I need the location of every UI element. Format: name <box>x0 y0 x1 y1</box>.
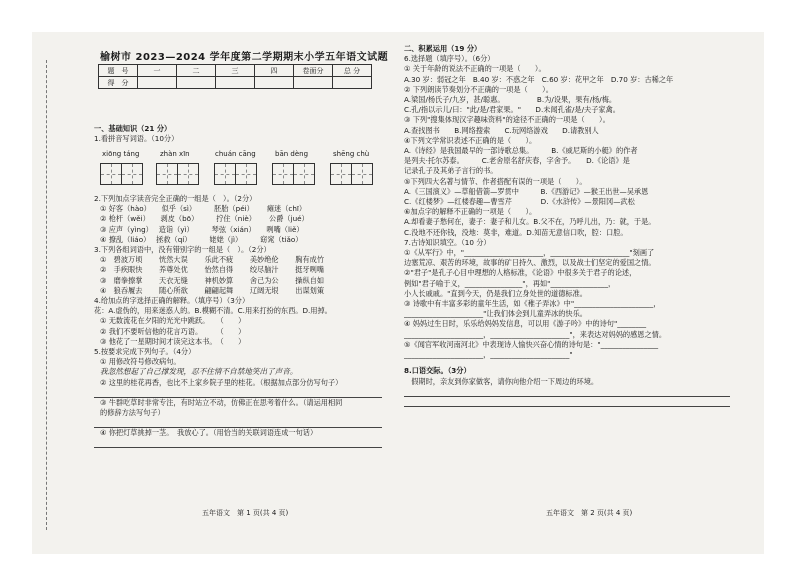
answer-line[interactable] <box>94 418 382 428</box>
question-5: 5.按要求完成下列句子。（4分） <box>94 347 196 357</box>
fill-line[interactable]: ⑤《闻官军收河南河北》中表现诗人愉快兴奋心情的诗句是："________________ <box>404 339 659 349</box>
page-footer-left: 五年语文 第 1 页(共 4 页) <box>202 509 289 517</box>
option-line: C.《红楼梦》—红楼春趣—曹雪芹 D.《水浒传》—景阳冈—武松 <box>404 197 635 207</box>
writing-box[interactable] <box>156 163 178 185</box>
score-cell: 四 <box>255 65 294 77</box>
pinyin-label: bān dèng <box>275 150 309 158</box>
option-line: A.却看妻子愁何在，妻子：妻子和儿女。B.父不在，乃呼儿出，乃：就，于是。 <box>404 217 656 227</box>
score-table <box>98 64 372 89</box>
pinyin-label: xiōng táng <box>102 150 140 158</box>
question-4-options: 花：A.虚伪的，用来迷惑人的。B.模糊不清。C.用来打扮的东西。D.用掉。 <box>94 306 332 316</box>
option-line: ③ 磨拳擦掌 天衣无缝 神机妙算 舍己为公 操纵自如 <box>100 275 325 285</box>
score-cell[interactable] <box>138 77 177 89</box>
answer-line[interactable] <box>404 387 730 397</box>
score-table-score-row <box>99 77 372 89</box>
score-cell[interactable] <box>216 77 255 89</box>
option-line: ④ 狼吞履去 随心所欲 翩翩起舞 辽阔无垠 出谋划策 <box>100 285 325 295</box>
score-cell: 得 分 <box>99 77 138 89</box>
fill-line: ②"君子"是孔子心目中理想的人格标准，《论语》中很多关于君子的论述， <box>404 268 637 278</box>
option-line: ② 手疾眼快 养尊处优 怡然自得 绞尽脑汁 挺牙咧嘴 <box>100 265 325 275</box>
pinyin-label: shēng chù <box>333 150 370 158</box>
page-footer-right: 五年语文 第 2 页(共 4 页) <box>546 509 633 517</box>
score-cell[interactable] <box>177 77 216 89</box>
score-cell: 三 <box>216 65 255 77</box>
sub-question: ① 用修改符号修改病句。 <box>100 357 181 367</box>
option-line: ① 关于年龄的说法不正确的一项是（ ）。 <box>404 64 546 74</box>
sub-question: 的修辞方法写句子） <box>100 408 165 418</box>
question-3: 3.下列各组词语中，没有错别字的一组是（ ）。（2分） <box>94 245 271 255</box>
writing-box[interactable] <box>351 163 373 185</box>
writing-box[interactable] <box>293 163 315 185</box>
option-line: A.《诗经》是我国最早的一部诗歌总集。 B.《威尼斯的小艇》的作者 <box>404 146 638 156</box>
question-8-text: 假期时，亲友到你家做客，请你向他介绍一下周边的环境。 <box>404 376 599 386</box>
fill-line[interactable]: ______________________，______________________" <box>404 350 573 360</box>
score-cell[interactable] <box>333 77 372 89</box>
score-cell: 二 <box>177 65 216 77</box>
fill-line: 边塞荒凉、艰苦的环境，故事的矿日持久、激烈，以及战士们坚定的爱国之情。 <box>404 258 656 268</box>
fill-line[interactable]: ______________________"让我们体会到儿童弄冰的快乐。 <box>404 309 587 319</box>
score-cell: 一 <box>138 65 177 77</box>
option-line: 是列夫·托尔苏泰。 C.老舍原名舒庆春，字舍予。 D.《论语》是 <box>404 156 630 166</box>
right-column <box>404 44 730 407</box>
score-cell: 卷面分 <box>294 65 333 77</box>
option-line: ② 我们不要听信他的花言巧语。 （ ） <box>100 326 246 336</box>
section-heading: 一、基础知识（21 分） <box>94 124 172 133</box>
fill-line[interactable]: 例如"君子喻于义，________________"，再如"________________， <box>404 278 616 288</box>
fill-line[interactable]: ③ 诗歌中有丰富多彩的童年生活，如《稚子弄冰》中"______________________， <box>404 299 661 309</box>
pinyin-label: zhàn xīn <box>160 150 190 158</box>
answer-line[interactable] <box>404 397 730 407</box>
option-line: ⑤下列四大名著与情节、作者搭配有误的一项是（ ）。 <box>404 176 587 186</box>
option-line: C.没地不还你钱，没地：莫非，难道。D.知苗无意信口吹，腔：口腔。 <box>404 227 628 237</box>
question-2: 2.下列加点字读音完全正确的一组是（ ）。（2分） <box>94 194 257 203</box>
left-column-top <box>94 124 382 144</box>
score-cell: 题 号 <box>99 65 138 77</box>
writing-box[interactable] <box>121 163 143 185</box>
writing-box[interactable] <box>214 163 236 185</box>
score-cell[interactable] <box>255 77 294 89</box>
option-line: ④ 撩乱（liáo） 拯救（qí） 姥姥（jì） 窈窕（tiǎo） <box>100 234 303 244</box>
option-line: A.查找图书 B.网络搜索 C.玩网络游戏 D.请教别人 <box>404 125 599 135</box>
writing-box[interactable] <box>100 163 122 185</box>
sub-question: ③ 牛群吃草时非常专注，有时站立不动，仿佛正在思考着什么。（请运用相同 <box>100 397 343 407</box>
left-column <box>94 194 382 448</box>
option-line: ③ 应声（yìng） 造诣（yì） 琴弦（xián） 咧嘴（liě） <box>100 224 304 234</box>
question-6: 6.选择题（填序号）。（6分） <box>404 54 495 64</box>
score-cell[interactable] <box>294 77 333 89</box>
fill-line[interactable]: ______________________，______________________"，来表达对妈妈的感恩之情。 <box>404 329 667 339</box>
option-line: ① 碧波万顷 恍然大误 乐此不疲 美妙绝伦 胸有成竹 <box>100 255 325 265</box>
pinyin-label: chuán cāng <box>215 150 256 158</box>
sub-question: ④ 你把灯草挑掉一茎。 我放心了。（用恰当的关联词语连成一句话） <box>100 428 318 438</box>
sub-question: ② 这里的桂花再香，也比不上家乡院子里的桂花。（根据加点部分仿写句子） <box>100 377 343 387</box>
answer-line[interactable] <box>94 438 382 448</box>
question-7: 7.古诗知识填空。（10 分） <box>404 237 491 247</box>
option-line: ③ 他花了一星期时间才读完这本书。 （ ） <box>100 336 246 346</box>
score-cell: 总 分 <box>333 65 372 77</box>
option-line: ① 无数流花在夕阳的光光中跳跃。 （ ） <box>100 316 246 326</box>
writing-box[interactable] <box>177 163 199 185</box>
handwritten-sentence: 我忽然想起了自己撑发现，忍不住情不自禁地笑出了声音。 <box>100 367 298 377</box>
option-line: ② 枪杆（wěi） 剥皮（bō） 拧住（niè） 公爵（jué） <box>100 214 309 224</box>
fill-line: 小人长戚戚。"直到今天，仍是我们立身处世的道德标准。 <box>404 288 587 298</box>
fill-line[interactable]: ④ 妈妈过生日时，乐乐给妈妈发信息，可以用《游子吟》中的诗句"________ <box>404 319 647 329</box>
option-line: A.梁国/杨氏子/九岁，甚/聪惠。 B.为/设果，果有/杨/梅。 <box>404 95 617 105</box>
option-line: ③ 下列"搜集体现汉字趣味资料"的途径不正确的一项是（ ）。 <box>404 115 610 125</box>
fill-line[interactable]: ①《从军行》中，"______________________，______________________"刻画了 <box>404 248 655 258</box>
question-4: 4.给加点的字选择正确的解释。（填序号）（3分） <box>94 296 250 306</box>
option-line: ① 好客（hào） 似乎（sì） 胚胎（péi） 瘫迷（chī） <box>100 204 307 214</box>
option-line: ⑥加点字的解释不正确的一项是（ ）。 <box>404 207 537 217</box>
option-line: ④下列文学常识表述不正确的是（ ）。 <box>404 135 537 145</box>
binding-dashed-line <box>46 60 47 530</box>
option-line: C.孔/指以示儿/曰："此/是/君家果。" D.未闻孔雀/是/夫子家禽。 <box>404 105 620 115</box>
answer-line[interactable] <box>94 388 382 398</box>
option-line: A.30 岁：弱冠之年 B.40 岁：不惑之年 C.60 岁：花甲之年 D.70 岁：古稀之年 <box>404 74 674 84</box>
writing-box[interactable] <box>235 163 257 185</box>
question-1: 1.看拼音写词语。（10分） <box>94 134 179 144</box>
score-table-header-row <box>99 65 372 77</box>
exam-title: 榆树市 2023—2024 学年度第二学期期末小学五年语文试题 <box>100 52 389 63</box>
option-line: 记录孔子及其弟子言行的书。 <box>404 166 498 176</box>
section-heading: 二、积累运用（19 分） <box>404 44 482 53</box>
writing-box[interactable] <box>272 163 294 185</box>
option-line: ② 下列朗读节奏划分不正确的一项是（ ）。 <box>404 84 553 94</box>
question-8: 8.口语交际。（3分） <box>404 366 471 376</box>
option-line: A.《三国演义》—草船借箭—罗贯中 B.《西游记》—猴王出世—吴承恩 <box>404 186 649 196</box>
writing-box[interactable] <box>330 163 352 185</box>
